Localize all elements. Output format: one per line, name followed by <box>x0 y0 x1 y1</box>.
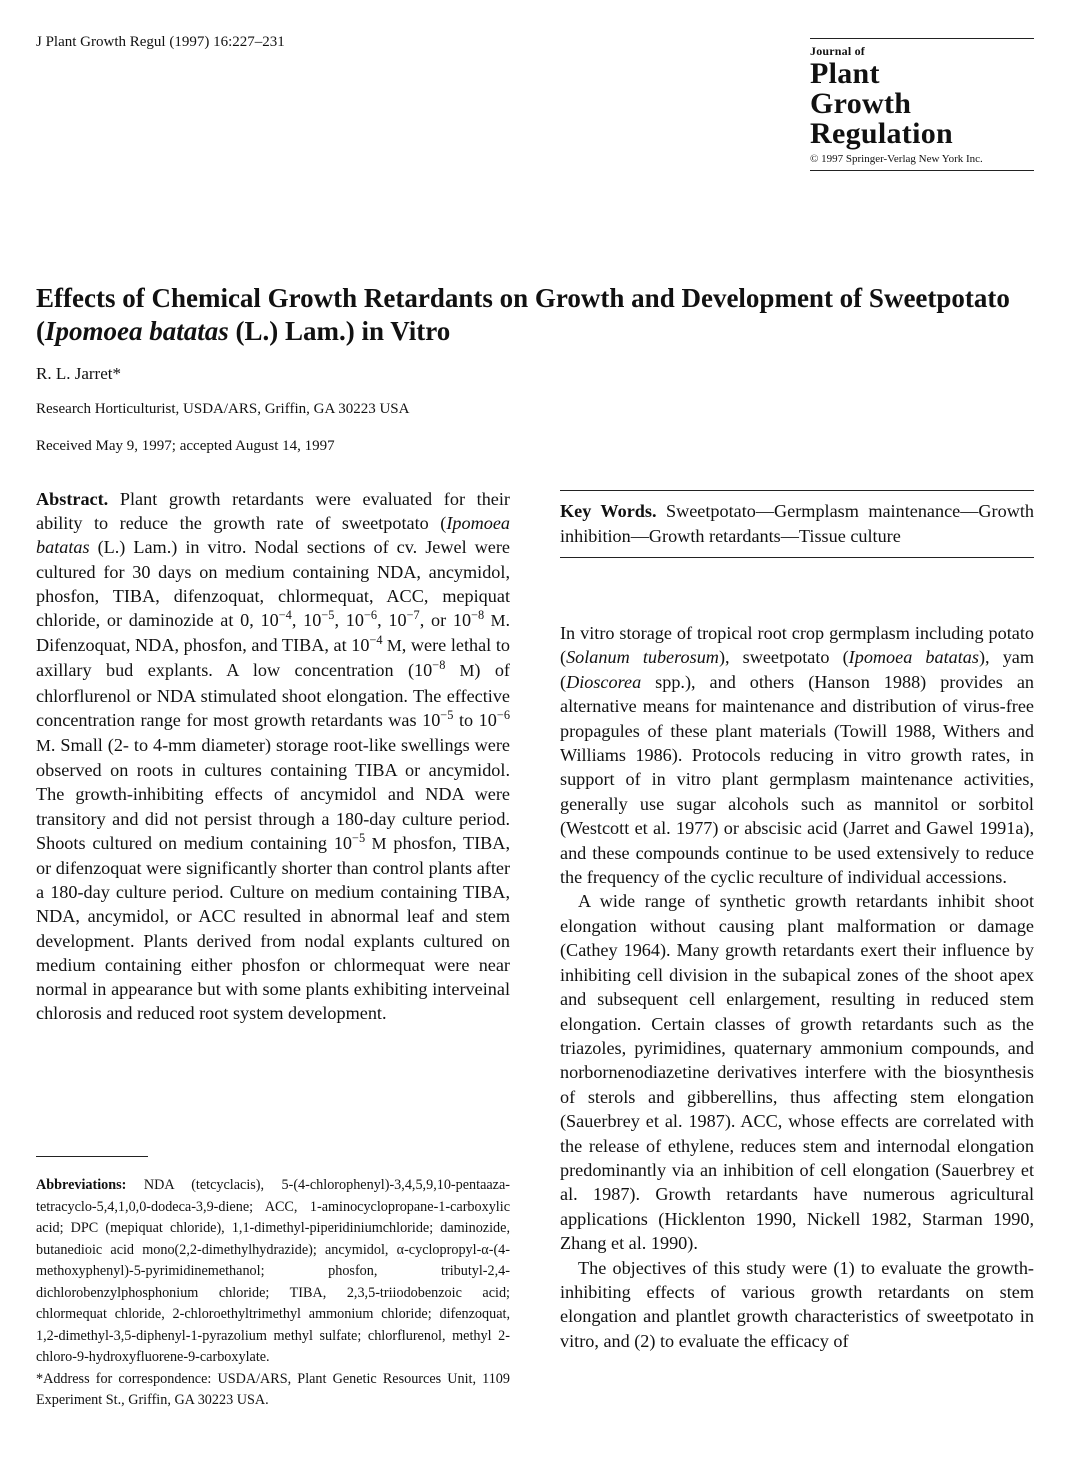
title-text-end: (L.) Lam.) in Vitro <box>228 316 451 346</box>
exponent: −8 <box>471 608 485 623</box>
body-text: ), yam ( <box>560 647 1035 692</box>
molar-unit: M <box>382 636 402 656</box>
species-name: Dioscorea <box>566 671 642 692</box>
body-paragraph-2: A wide range of synthetic growth retardants inhibit shoot elongation without causing plant malformation or damage (Cathey 1964). Many growth retardants exert their influence by inhibiting cell division in the subapical zones of the shoot apex and subsequent cell enlargement, resulting in reduced stem elongation. Certain classes of growth retardants such as the triazoles, pyrimidines, quaternary ammonium compounds, and norbornenodiazetine derivatives interfere with the biosynthesis of sterols and gibberellins, thus affecting stem elongation (Sauerbrey et al. 1987). ACC, whose effects are correlated with the release of ethylene, reduces stem and internodal elongation predominantly via an inhibition of cell elongation (Sauerbrey et al. 1987). Growth retardants have numerous agricultural applications (Hicklenton 1990, Nickell 1982, Starman 1990, Zhang et al. 1990). <box>560 891 1034 1254</box>
keywords-label: Key Words. <box>560 501 657 521</box>
abstract-text: , 10 <box>291 610 322 631</box>
article-title <box>36 282 1026 348</box>
exponent: −5 <box>321 608 335 623</box>
keywords-box <box>560 490 1034 558</box>
abstract-text: Plant growth retardants were evaluated for their ability to reduce the growth rate of sweetpotato ( <box>36 489 510 534</box>
logo-line-regulation: Regulation <box>810 117 954 150</box>
abstract-text: (L.) Lam.) in vitro. Nodal sections of cv. Jewel were cultured for 30 days on medium containing NDA, ancymidol, phosfon, TIBA, difenzoquat, chlormequat, ACC, mepiquat chloride, or daminozide at 0, 10 <box>36 537 510 631</box>
abstract <box>36 487 510 1025</box>
molar-unit: M <box>36 736 51 756</box>
abstract-text: to 10 <box>453 709 497 730</box>
exponent: −4 <box>369 633 383 648</box>
logo-journal-of: Journal of <box>810 44 866 58</box>
logo-line-plant: Plant <box>810 57 880 90</box>
molar-unit: M <box>365 833 387 853</box>
abstract-text: ) of chlorflurenol or NDA stimulated shoot elongation. The effective concentration range for most growth retardants was 10 <box>36 660 510 730</box>
molar-unit: M <box>445 661 475 681</box>
received-dates: Received May 9, 1997; accepted August 14, 1997 <box>36 438 335 454</box>
abstract-text: , were lethal to axillary bud explants. A low concentration (10 <box>36 635 510 681</box>
keywords <box>560 499 1034 549</box>
body-text: spp.), and others (Hanson 1988) provides an alternative means for maintenance and distribution of virus-free propagules of these plant materials (Towill 1988, Withers and Williams 1986). Protocols reducing in vitro growth rates, in support of in vitro plant germplasm maintenance activities, generally use sugar alcohols such as mannitol or sorbitol (Westcott et al. 1977) or abscisic acid (Jarret and Gawel 1991a), and these compounds continue to be used extensively to reduce the frequency of the cyclic reculture of individual accessions. <box>560 671 1034 888</box>
species-name: Ipomoea batatas <box>848 647 979 668</box>
abstract-text: phosfon, TIBA, or difenzoquat were significantly shorter than control plants after a 180-day culture period. Culture on medium containing TIBA, NDA, ancymidol, or ACC resulted in abnormal leaf and stem development. Plants derived from nodal explants cultured on medium containing either phosfon or chlormequat were near normal in appearance but with some plants exhibiting interveinal chlorosis and reduced root system development. <box>36 832 510 1024</box>
body-paragraph-3: The objectives of this study were (1) to evaluate the growth-inhibiting effects of various growth retardants on stem elongation and plantlet growth characteristics of sweetpotato in vitro, and (2) to evaluate the efficacy of <box>560 1257 1034 1351</box>
abstract-species: Ipomoea batatas <box>36 513 510 558</box>
abbreviations-footnote <box>36 1175 510 1412</box>
logo-copyright: © 1997 Springer-Verlag New York Inc. <box>810 153 983 165</box>
correspondence-address: *Address for correspondence: USDA/ARS, Plant Genetic Resources Unit, 1109 Experiment St., Griffin, GA 30223 USA. <box>36 1370 510 1408</box>
affiliation: Research Horticulturist, USDA/ARS, Griffin, GA 30223 USA <box>36 401 410 417</box>
footnote-divider <box>36 1156 148 1157</box>
abbreviations-label: Abbreviations: <box>36 1177 127 1193</box>
logo-line-growth: Growth <box>810 87 912 120</box>
exponent: −6 <box>496 708 510 723</box>
body-paragraph-1 <box>560 621 1034 889</box>
author: R. L. Jarret* <box>36 364 121 383</box>
body-text: ), sweetpotato ( <box>718 647 849 668</box>
title-text: Effects of Chemical Growth Retardants on Growth and Development of Sweetpotato ( <box>36 283 1010 346</box>
journal-citation: J Plant Growth Regul (1997) 16:227–231 <box>36 34 285 50</box>
exponent: −4 <box>278 608 292 623</box>
left-column <box>36 487 510 1025</box>
species-name: Solanum tuberosum <box>566 647 719 668</box>
right-column-body <box>560 621 1034 1353</box>
exponent: −8 <box>432 658 446 673</box>
abstract-text: . Difenzoquat, NDA, phosfon, and TIBA, at 10 <box>36 610 511 656</box>
abstract-text: , 10 <box>377 610 407 631</box>
abstract-label: Abstract. <box>36 489 109 509</box>
abbreviations-text: NDA (tetcyclacis), 5-(4-chlorophenyl)-3,4,5,9,10-pentaaza-tetracyclo-5,4,1,0,0-dodeca-3,9-diene; ACC, 1-aminocyclopropane-1-carboxylic acid; DPC (mepiquat chloride), 1,1-dimethyl-piperidiniumchloride; daminozide, butanedioic acid mono(2,2-dimethylhydrazide); ancymidol, α-cyclopropyl-α-(4-methoxyphenyl)-5-pyrimidinemethanol; phosfon, tributyl-2,4-dichlorobenzylphosphonium chloride; TIBA, 2,3,5-triiodobenzoic acid; chlormequat chloride, 2-chloroethyltrimethyl ammonium chloride; difenzoquat, 1,2-dimethyl-3,5-diphenyl-1-pyrazolium methyl sulfate; chlorflurenol, methyl 2-chloro-9-hydroxyfluorene-9-carboxylate. <box>36 1177 510 1365</box>
body-text: In vitro storage of tropical root crop germplasm including potato ( <box>560 623 1034 668</box>
abstract-text: , 10 <box>334 610 364 631</box>
exponent: −5 <box>352 831 366 846</box>
molar-unit: M <box>484 611 506 631</box>
exponent: −5 <box>440 708 454 723</box>
exponent: −6 <box>363 608 378 623</box>
title-species: Ipomoea batatas <box>45 316 229 346</box>
journal-logo <box>810 38 1034 171</box>
keywords-text: Sweetpotato—Germplasm maintenance—Growth inhibition—Growth retardants—Tissue culture <box>560 501 1034 546</box>
exponent: −7 <box>406 608 420 623</box>
abstract-text: . Small (2- to 4-mm diameter) storage root-like swellings were observed on roots in cultures containing TIBA or ancymidol. The growth-inhibiting effects of ancymidol and NDA were transitory and did not persist through a 180-day culture period. Shoots cultured on medium containing 10 <box>36 735 510 853</box>
abstract-text: , or 10 <box>419 610 472 631</box>
